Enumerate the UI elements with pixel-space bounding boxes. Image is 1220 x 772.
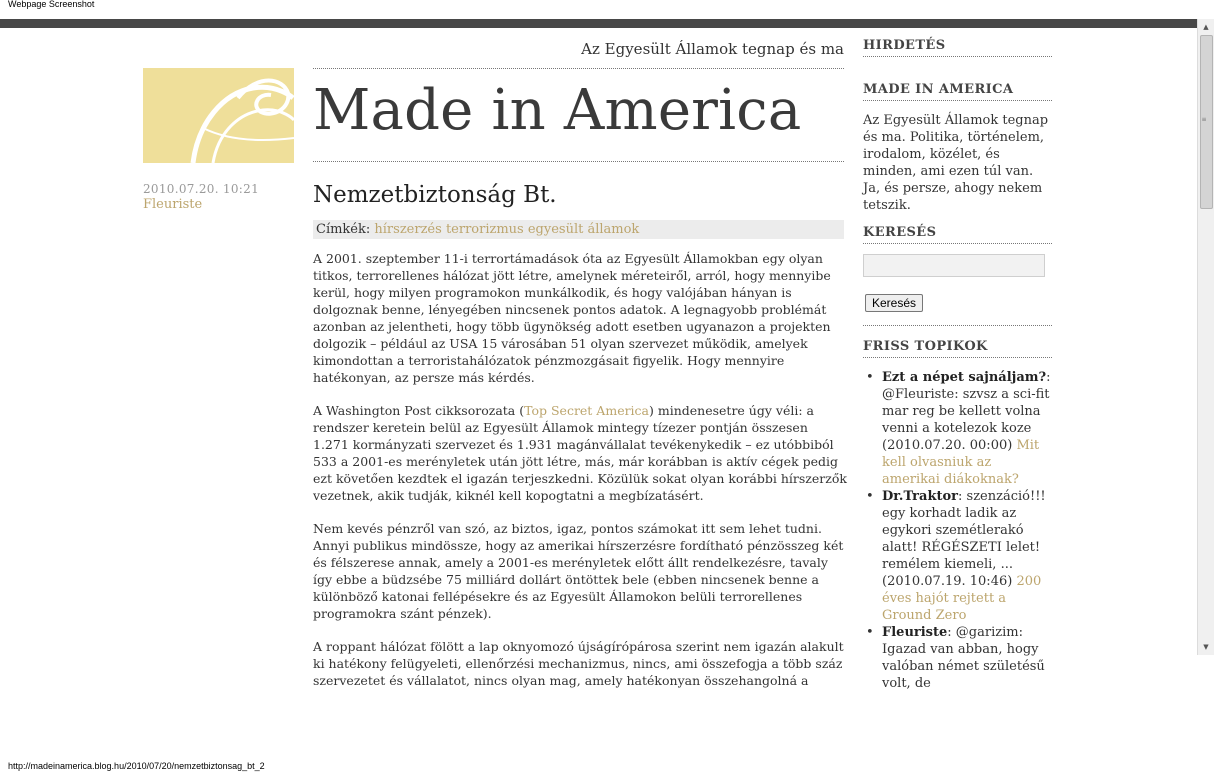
topic-link[interactable]: Mit kell olvasniuk az amerikai diákoknak? (882, 438, 1040, 487)
post-text: ) mindenesetre úgy véli: a rendszer keretein belül az Egyesült Államok mintegy tízezer pontján összesen 1.271 kormányzati szervezet és 1.931 magánvállalat tevékenykedik – ez utóbbiból 533 a 2001-es merényletek után jött létre, más, már korábban is aktív cégek pedig ezt követően kezdtek el igazán terjeszkedni. Közülük sokat olyan korábbi hírszerzők vezetnek, akik tudják, kiknél kell kopogtatni a megbízatásért. (313, 403, 847, 503)
list-item (863, 488, 1052, 624)
sidebar-about-section (863, 82, 1052, 101)
tags-label: Címkék: (316, 222, 371, 237)
browser-top-bar (0, 19, 1197, 28)
post-paragraph: A 2001. szeptember 11-i terrortámadások óta az Egyesült Államokban egy olyan titkos, terrorellenes hálózat jött létre, amelynek méreteiről, arról, hogy mennyibe kerül, hogy milyen programokon munkálkodik, és hogy valójában hányan is dolgoznak benne, lényegében nincsenek pontos adatok. A legnagyobb problémát azonban az jelentheti, hogy több ügynökség adott esetben ugyanazon a projekten dolgozik – például az USA 15 városában 51 olyan szervezet működik, amelyek kimondottan a terroristahálózatok pénzmozgásait figyelik. Hogy mennyire hatékonyan, az persze más kérdés. (313, 251, 831, 385)
topic-text: @Fleuriste: szvsz a sci-fit mar reg be kellett volna venni a kotelezok koze (2010.07.20. 00:00) (882, 387, 1050, 453)
header-divider (313, 68, 844, 69)
scroll-down-icon[interactable]: ▼ (1203, 643, 1209, 651)
search-heading: KERESÉS (863, 225, 1052, 244)
tag-link[interactable]: hírszerzés (374, 222, 442, 237)
post-paragraph (313, 402, 847, 504)
title-divider (313, 161, 844, 162)
topic-link[interactable]: 200 éves hajót rejtett a Ground Zero (882, 574, 1042, 623)
topic-sep: : (1046, 370, 1051, 385)
bullet-icon: • (866, 489, 874, 504)
screenshot-caption: Webpage Screenshot (8, 0, 95, 9)
scroll-up-icon[interactable]: ▲ (1203, 23, 1209, 31)
status-bar-url: http://madeinamerica.blog.hu/2010/07/20/nemzetbiztonsag_bt_2 (8, 761, 265, 771)
list-item (863, 624, 1052, 692)
topic-sep: : (947, 625, 952, 640)
sidebar-search-section (863, 225, 1052, 244)
site-logo[interactable] (143, 68, 294, 163)
about-text: Az Egyesült Államok tegnap és ma. Politika, történelem, irodalom, közélet, és minden, ami ezen túl van. Ja, és persze, ahogy nekem tetszik. (863, 113, 1049, 213)
about-heading: MADE IN AMERICA (863, 82, 1052, 101)
sidebar-topics-section (863, 339, 1052, 358)
post-author-link[interactable]: Fleuriste (143, 197, 203, 212)
top-secret-america-link[interactable]: Top Secret America (524, 403, 650, 418)
tag-link[interactable]: terrorizmus (445, 222, 524, 237)
post-paragraph: A roppant hálózat fölött a lap oknyomozó újságírópárosa szerint nem igazán alakult ki hatékony felügyeleti, ellenőrzési mechanizmus, nincs, ami összefogja a több száz szervezetet és vállalatot, nincs olyan mag, amely hatékonyan összehangolná a (313, 639, 844, 688)
topic-author: Ezt a népet sajnáljam? (882, 370, 1047, 385)
list-item (863, 369, 1052, 488)
site-tagline: Az Egyesült Államok tegnap és ma (581, 40, 844, 58)
vertical-scrollbar[interactable] (1197, 19, 1214, 655)
post-title[interactable]: Nemzetbiztonság Bt. (313, 182, 557, 208)
topics-heading: FRISS TOPIKOK (863, 339, 1052, 358)
site-title[interactable]: Made in America (313, 78, 802, 143)
page-viewport (0, 28, 1197, 691)
post-text: A Washington Post cikksorozata ( (313, 403, 525, 418)
search-button[interactable]: Keresés (865, 294, 923, 312)
topics-list (863, 369, 1052, 692)
logo-swirl-icon (143, 68, 294, 163)
search-divider (863, 325, 1052, 326)
topic-text: szenzáció!!! egy korhadt ladik az egykori szemétlerakó alatt! RÉGÉSZETI lelet! remélem kiemeli, ... (2010.07.19. 10:46) (882, 489, 1046, 589)
post-paragraph: Nem kevés pénzről van szó, az biztos, igaz, pontos számokat itt sem lehet tudni. Annyi publikus mindössze, hogy az amerikai hírszerzésre fordítható pénzösszeg két és félszerese annak, amely a 2001-es merényletek előtt állt rendelkezésre, tavaly így ebbe a büdzsébe 75 milliárd dollárt öntöttek bele (ebben nincsenek benne a különböző katonai fellépésekre és az Egyesült Államokon belüli terrorellenes programokra szánt pénzek). (313, 521, 844, 621)
post-date: 2010.07.20. 10:21 (143, 182, 260, 196)
topic-sep: : (958, 489, 963, 504)
bullet-icon: • (866, 370, 874, 385)
search-input[interactable] (863, 254, 1045, 277)
tag-link[interactable]: egyesült államok (527, 222, 640, 237)
ad-heading: HIRDETÉS (863, 38, 1052, 57)
topic-text: @garizim: Igazad van abban, hogy valóban német születésű volt, de (882, 625, 1045, 691)
sidebar-ad-section (863, 38, 1052, 57)
post-body (313, 250, 847, 705)
topic-author: Dr.Traktor (882, 489, 958, 504)
post-tags-bar (313, 220, 844, 239)
topic-author: Fleuriste (882, 625, 948, 640)
bullet-icon: • (866, 625, 874, 640)
scroll-grip-icon: ≡ (1201, 116, 1207, 123)
